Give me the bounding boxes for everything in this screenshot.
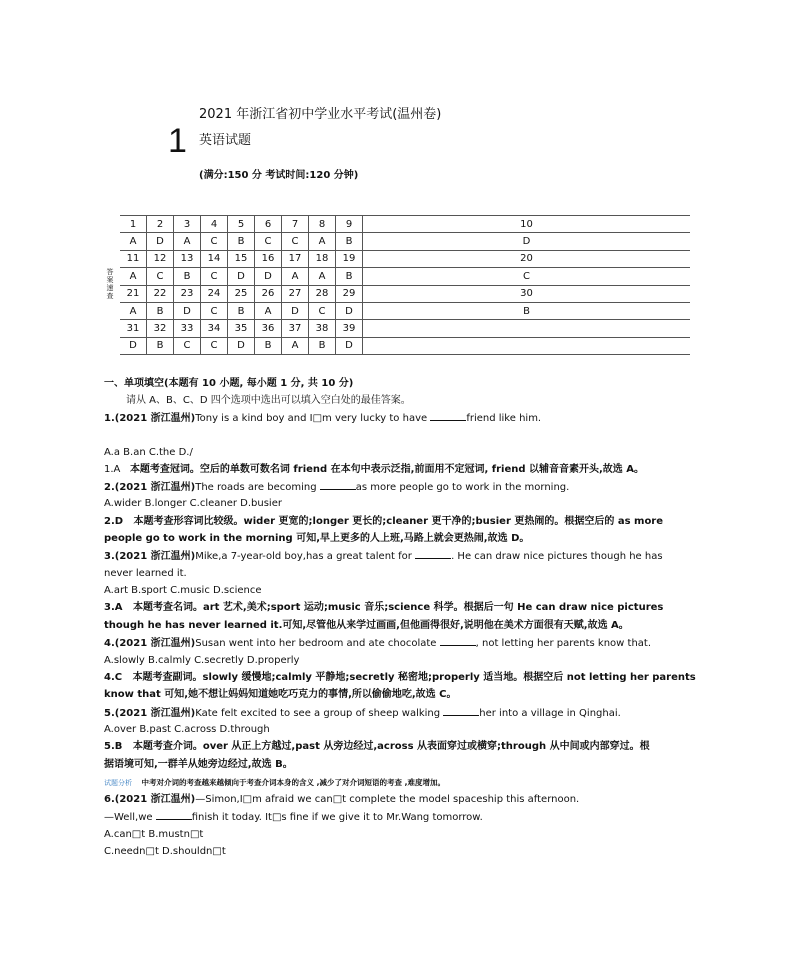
answer-letter-cell: D <box>336 302 363 319</box>
answer-letter-cell: C <box>255 233 282 250</box>
answer-letter-cell: D <box>282 302 309 319</box>
question-number-cell: 12 <box>147 250 174 267</box>
question-text: Kate felt excited to see a group of sheep walking <box>195 708 444 719</box>
question-number-cell: 29 <box>336 285 363 302</box>
answer-letter-cell: B <box>147 302 174 319</box>
answer-letter-cell: B <box>255 337 282 354</box>
answer-letter-cell: B <box>147 337 174 354</box>
answer-letter-cell: D <box>228 268 255 285</box>
question-number-cell: 19 <box>336 250 363 267</box>
question-number-cell: 5 <box>228 216 255 233</box>
question-text-end: her into a village in Qinghai. <box>479 708 621 719</box>
question-4 <box>104 636 651 650</box>
question-number-cell: 2 <box>147 216 174 233</box>
explanation-text: 本题考查名词。art 艺术,美术;sport 运动;music 音乐;science 科学。根据后一句 He can draw nice pictures <box>132 602 664 613</box>
page-number: 1 <box>168 122 187 160</box>
question-number-cell: 37 <box>282 320 309 337</box>
question-number-cell: 6 <box>255 216 282 233</box>
answer-letter-cell: B <box>309 337 336 354</box>
question-number-cell: 1 <box>120 216 147 233</box>
question-number-cell: 24 <box>201 285 228 302</box>
answer-letter-cell <box>363 337 691 354</box>
answer-letter-cell: D <box>255 268 282 285</box>
question-number-cell: 11 <box>120 250 147 267</box>
answer-2-explanation <box>104 515 663 528</box>
answer-letter-cell: C <box>147 268 174 285</box>
answer-letter-cell: C <box>309 302 336 319</box>
answer-letter-cell: C <box>201 302 228 319</box>
question-3-cont: never learned it. <box>104 568 187 579</box>
hint-text: 中考对介词的考查越来越倾向于考查介词本身的含义 ,减少了对介词短语的考查 ,难度增加。 <box>141 778 445 787</box>
answer-letter-cell: C <box>282 233 309 250</box>
answer-table-row <box>120 320 690 337</box>
explanation-text: 本题考查冠词。空后的单数可数名词 friend 在本句中表示泛指,前面用不定冠词, friend 以辅音音素开头,故选 A。 <box>129 464 645 475</box>
question-3 <box>104 549 663 563</box>
question-number-cell: 27 <box>282 285 309 302</box>
answer-letter-cell: A <box>120 302 147 319</box>
question-number-cell: 36 <box>255 320 282 337</box>
question-number-cell: 23 <box>174 285 201 302</box>
answer-table <box>120 215 690 355</box>
answer-table-row <box>120 302 690 319</box>
answer-number: 2.D <box>104 516 124 527</box>
question-5 <box>104 706 621 720</box>
question-number-cell: 14 <box>201 250 228 267</box>
question-number-cell: 16 <box>255 250 282 267</box>
answer-3-explanation-cont: though he has never learned it.可知,尽管他从来学过画画,但他画得很好,说明他在美术方面很有天赋,故选 A。 <box>104 620 629 631</box>
question-3-options: A.art B.sport C.music D.science <box>104 585 262 596</box>
question-number-cell: 39 <box>336 320 363 337</box>
hint-label: 试题分析 <box>104 779 132 787</box>
answer-letter-cell: D <box>363 233 691 250</box>
question-1 <box>104 411 541 425</box>
answer-letter-cell: C <box>174 337 201 354</box>
question-text-end: finish it today. It□s fine if we give it to Mr.Wang tomorrow. <box>191 812 483 823</box>
question-text-end: . He can draw nice pictures though he has <box>451 551 663 562</box>
answer-letter-cell: B <box>228 233 255 250</box>
question-number-cell: 25 <box>228 285 255 302</box>
section-heading: 一、单项填空(本题有 10 小题, 每小题 1 分, 共 10 分) <box>104 378 354 389</box>
answer-5-explanation-cont: 据语境可知,一群羊从她旁边经过,故选 B。 <box>104 759 293 770</box>
question-number-cell: 15 <box>228 250 255 267</box>
question-2-options: A.wider B.longer C.cleaner D.busier <box>104 498 282 509</box>
question-text: Mike,a 7-year-old boy,has a great talent for <box>195 551 416 562</box>
answer-blank <box>443 706 479 716</box>
answer-blank <box>156 810 192 820</box>
question-number-cell: 21 <box>120 285 147 302</box>
question-number-cell: 22 <box>147 285 174 302</box>
answer-1-explanation <box>104 463 644 476</box>
answer-table-side-label: 答案速查 <box>106 268 114 300</box>
question-number-cell: 34 <box>201 320 228 337</box>
question-number-cell: 30 <box>363 285 691 302</box>
answer-blank <box>320 480 356 490</box>
question-source: 5.(2021 浙江温州) <box>104 708 196 719</box>
question-4-options: A.slowly B.calmly C.secretly D.properly <box>104 655 300 666</box>
answer-4-explanation-cont: know that 可知,她不想让妈妈知道她吃巧克力的事情,所以偷偷地吃,故选 C。 <box>104 689 457 700</box>
answer-letter-cell: A <box>255 302 282 319</box>
question-6-options-2: C.needn□t D.shouldn□t <box>104 846 226 857</box>
explanation-text: 本题考查形容词比较级。wider 更宽的;longer 更长的;cleaner 更干净的;busier 更热闹的。根据空后的 as more <box>133 516 664 527</box>
question-number-cell: 38 <box>309 320 336 337</box>
answer-2-explanation-cont: people go to work in the morning 可知,早上更多的人上班,马路上就会更热闹,故选 D。 <box>104 533 530 544</box>
answer-table-row <box>120 268 690 285</box>
question-text: —Well,we <box>104 812 156 823</box>
question-source: 3.(2021 浙江温州) <box>104 551 196 562</box>
answer-number: 1.A <box>104 464 121 475</box>
question-6 <box>104 793 579 806</box>
score-info: (满分:150 分 考试时间:120 分钟) <box>199 170 359 181</box>
answer-letter-cell: B <box>174 268 201 285</box>
answer-letter-cell: C <box>201 233 228 250</box>
answer-table-row <box>120 216 690 233</box>
answer-blank <box>430 411 466 421</box>
question-text: —Simon,I□m afraid we can□t complete the model spaceship this afternoon. <box>195 794 580 805</box>
answer-letter-cell: B <box>228 302 255 319</box>
question-number-cell: 13 <box>174 250 201 267</box>
question-2 <box>104 480 569 494</box>
answer-letter-cell: C <box>363 268 691 285</box>
question-number-cell: 33 <box>174 320 201 337</box>
answer-letter-cell: C <box>201 268 228 285</box>
answer-table-row <box>120 337 690 354</box>
explanation-text: 本题考查副词。slowly 缓慢地;calmly 平静地;secretly 秘密地;properly 适当地。根据空后 not letting her parents <box>132 672 696 683</box>
section-instruction: 请从 A、B、C、D 四个选项中选出可以填入空白处的最佳答案。 <box>126 395 411 406</box>
answer-letter-cell: D <box>174 302 201 319</box>
question-6-cont <box>104 810 483 824</box>
answer-number: 4.C <box>104 672 123 683</box>
question-source: 4.(2021 浙江温州) <box>104 638 196 649</box>
answer-5-explanation <box>104 740 650 753</box>
answer-letter-cell: A <box>120 233 147 250</box>
question-source: 1.(2021 浙江温州) <box>104 413 196 424</box>
answer-blank <box>440 636 476 646</box>
question-text-end: friend like him. <box>466 413 542 424</box>
answer-letter-cell: B <box>363 302 691 319</box>
question-number-cell: 3 <box>174 216 201 233</box>
question-number-cell <box>363 320 691 337</box>
question-number-cell: 9 <box>336 216 363 233</box>
question-number-cell: 20 <box>363 250 691 267</box>
question-number-cell: 35 <box>228 320 255 337</box>
answer-table-row <box>120 250 690 267</box>
answer-letter-cell: A <box>120 268 147 285</box>
exam-subtitle: 英语试题 <box>199 133 252 148</box>
question-number-cell: 4 <box>201 216 228 233</box>
answer-letter-cell: D <box>147 233 174 250</box>
answer-letter-cell: A <box>282 268 309 285</box>
question-number-cell: 7 <box>282 216 309 233</box>
question-text: Tony is a kind boy and I□m very lucky to have <box>195 413 431 424</box>
question-number-cell: 32 <box>147 320 174 337</box>
answer-letter-cell: A <box>282 337 309 354</box>
question-number-cell: 10 <box>363 216 691 233</box>
hint-note <box>104 776 445 790</box>
answer-letter-cell: A <box>309 268 336 285</box>
question-6-options-1: A.can□t B.mustn□t <box>104 829 204 840</box>
question-1-options: A.a B.an C.the D./ <box>104 447 193 458</box>
answer-letter-cell: B <box>336 268 363 285</box>
question-number-cell: 17 <box>282 250 309 267</box>
question-source: 2.(2021 浙江温州) <box>104 482 196 493</box>
question-source: 6.(2021 浙江温州) <box>104 794 196 805</box>
question-text: The roads are becoming <box>195 482 320 493</box>
answer-letter-cell: A <box>174 233 201 250</box>
answer-letter-cell: D <box>120 337 147 354</box>
question-number-cell: 26 <box>255 285 282 302</box>
question-text: Susan went into her bedroom and ate chocolate <box>195 638 440 649</box>
answer-3-explanation <box>104 601 663 614</box>
answer-table-row <box>120 285 690 302</box>
question-text-end: , not letting her parents know that. <box>475 638 652 649</box>
answer-letter-cell: C <box>201 337 228 354</box>
question-number-cell: 31 <box>120 320 147 337</box>
answer-number: 3.A <box>104 602 123 613</box>
answer-letter-cell: D <box>336 337 363 354</box>
answer-letter-cell: D <box>228 337 255 354</box>
answer-4-explanation <box>104 671 696 684</box>
question-5-options: A.over B.past C.across D.through <box>104 724 270 735</box>
answer-letter-cell: A <box>309 233 336 250</box>
answer-letter-cell: B <box>336 233 363 250</box>
question-number-cell: 18 <box>309 250 336 267</box>
question-number-cell: 8 <box>309 216 336 233</box>
exam-title: 2021 年浙江省初中学业水平考试(温州卷) <box>199 107 442 122</box>
explanation-text: 本题考查介词。over 从正上方越过,past 从旁边经过,across 从表面穿过或横穿;through 从中间或内部穿过。根 <box>132 741 650 752</box>
answer-blank <box>415 549 451 559</box>
answer-table-row <box>120 233 690 250</box>
answer-number: 5.B <box>104 741 123 752</box>
question-number-cell: 28 <box>309 285 336 302</box>
question-text-end: as more people go to work in the morning. <box>355 482 570 493</box>
